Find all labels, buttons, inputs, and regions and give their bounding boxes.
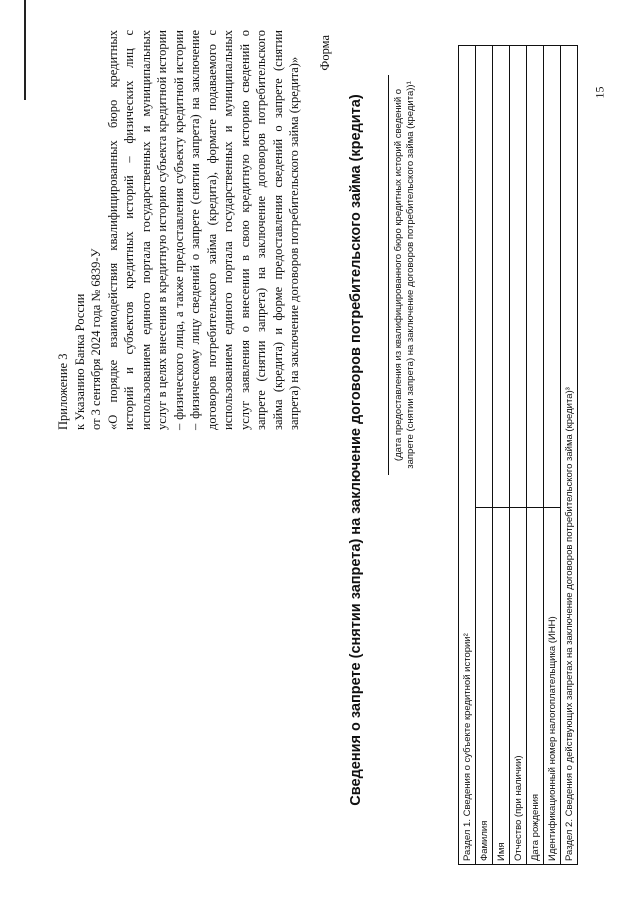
field-label-name: Имя [493, 508, 510, 865]
document-title: Сведения о запрете (снятии запрета) на заключение договоров потребительского займа (кредита) [348, 94, 364, 806]
field-value-name[interactable] [493, 46, 510, 508]
section-1-header: Раздел 1. Сведения о субъекте кредитной истории² [459, 46, 476, 865]
appendix-header [55, 30, 303, 430]
table-row [476, 46, 493, 865]
field-value-birth-date[interactable] [527, 46, 544, 508]
form-label: Форма [318, 35, 332, 71]
appendix-line: «О порядке взаимодействия квалифицированных бюро кредитных историй и субъектов кредитных историй – физических лиц с использованием единого портала государственных и муниципальных услуг в целях внесения в кредитную историю субъекта кредитной истории – физического лица, а также предоставления субъекту кредитной истории – физическому лицу сведений о запрете (снятии запрета) на заключение договоров потребительского займа (кредита), формате подаваемого с использованием единого портала государственных и муниципальных услуг заявления о внесении в свою кредитную историю сведений о запрете (снятии запрета) на заключение договоров потребительского займа (кредита) и форме предоставления сведений о запрете (снятии запрета) на заключение договоров потребительского займа (кредита)» [105, 30, 301, 430]
field-label-birth-date: Дата рождения [527, 508, 544, 865]
form-table [458, 45, 578, 865]
scan-edge-line [24, 0, 26, 100]
field-label-patronymic: Отчество (при наличии) [510, 508, 527, 865]
table-row [544, 46, 561, 865]
table-row [493, 46, 510, 865]
field-value-inn[interactable] [544, 46, 561, 508]
appendix-line: к Указанию Банка России [72, 293, 87, 430]
table-row [527, 46, 544, 865]
table-row [561, 46, 578, 865]
page-number: 15 [592, 86, 607, 99]
rotated-page-content [50, 15, 590, 885]
appendix-line: Приложение 3 [56, 353, 70, 430]
section-2-header: Раздел 2. Сведения о действующих запретах на заключение договоров потребительского займа (кредита)³ [561, 46, 578, 865]
date-underline [388, 75, 389, 475]
table-row [459, 46, 476, 865]
field-label-surname: Фамилия [476, 508, 493, 865]
table-row [510, 46, 527, 865]
field-label-inn: Идентификационный номер налогоплательщика (ИНН) [544, 508, 561, 865]
appendix-line: от 3 сентября 2024 года № 6839-У [89, 248, 103, 430]
field-value-surname[interactable] [476, 46, 493, 508]
field-value-patronymic[interactable] [510, 46, 527, 508]
date-caption: (дата предоставления из квалифицированного бюро кредитных историй сведений о запрете (снятии запрета) на заключение договоров потребительского займа (кредита))¹ [393, 81, 416, 469]
date-block [388, 75, 417, 475]
